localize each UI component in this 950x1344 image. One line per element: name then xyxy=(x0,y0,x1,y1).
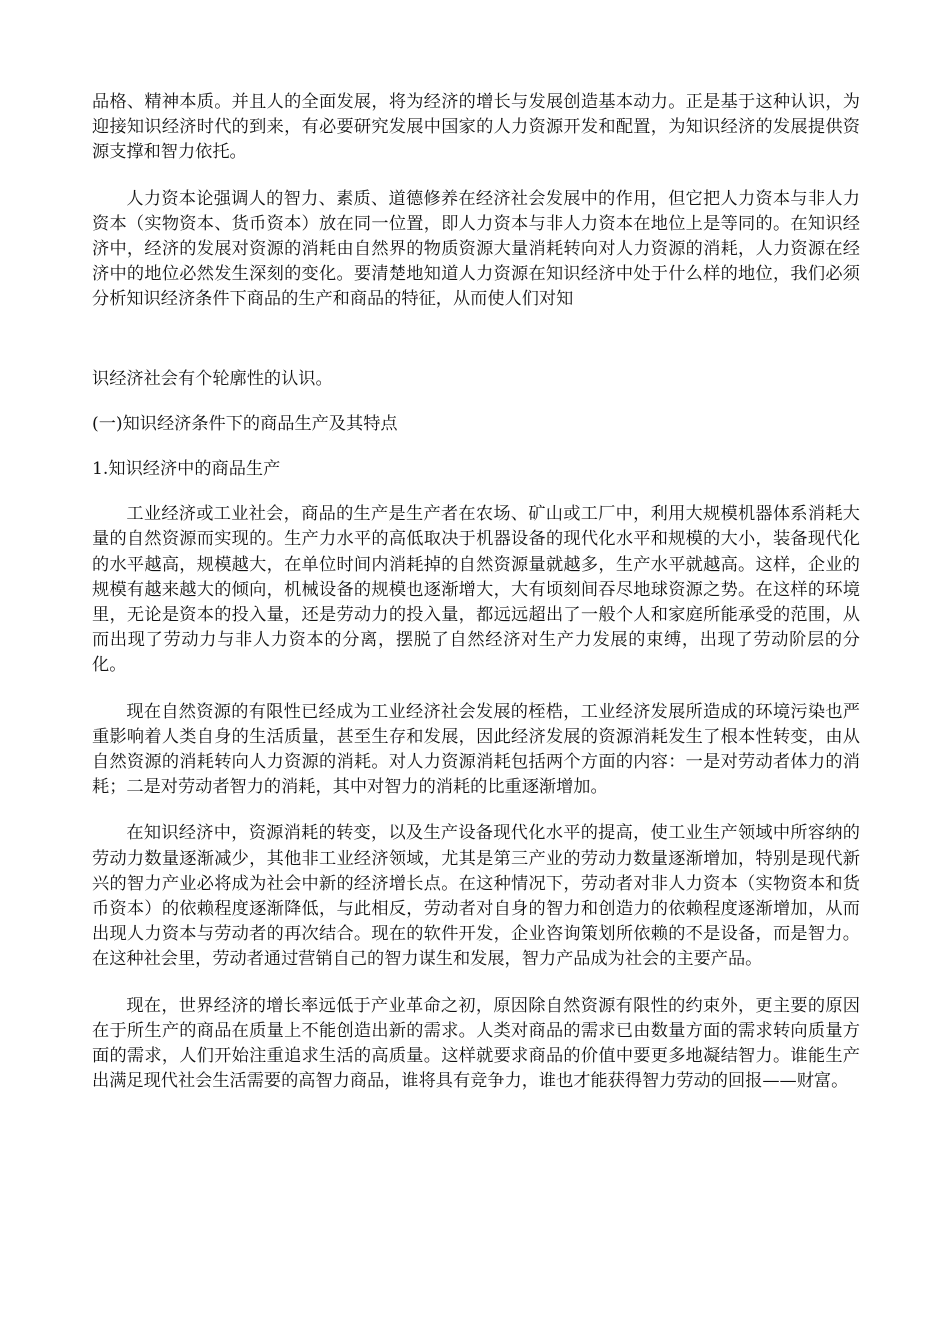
paragraph-knowledge-economy: 在知识经济中，资源消耗的转变，以及生产设备现代化水平的提高，使工业生产领域中所容纳的劳动力数量逐渐减少，其他非工业经济领域，尤其是第三产业的劳动力数量逐渐增加，特别是现代新兴的智力产业必将成为社会中新的经济增长点。在这种情况下，劳动者对非人力资本（实物资本和货币资本）的依赖程度逐渐降低，与此相反，劳动者对自身的智力和创造力的依赖程度逐渐增加，从而出现人力资本与劳动者的再次结合。现在的软件开发，企业咨询策划所依赖的不是设备，而是智力。在这种社会里，劳动者通过营销自己的智力谋生和发展，智力产品成为社会的主要产品。 xyxy=(92,823,860,970)
subsection-heading: 1.知识经济中的商品生产 xyxy=(92,459,281,480)
document-page xyxy=(92,90,860,1095)
paragraph-human-capital: 人力资本论强调人的智力、素质、道德修养在经济社会发展中的作用，但它把人力资本与非人力资本（实物资本、货币资本）放在同一位置，即人力资本与非人力资本在地位上是等同的。在知识经济中，经济的发展对资源的消耗由自然界的物质资源大量消耗转向对人力资源的消耗，人力资源在经济中的地位必然发生深刻的变化。要清楚地知道人力资源在知识经济中处于什么样的地位，我们必须分析知识经济条件下商品的生产和商品的特征，从而使人们对知 xyxy=(92,188,860,310)
paragraph-continuation: 品格、精神本质。并且人的全面发展，将为经济的增长与发展创造基本动力。正是基于这种认识，为迎接知识经济时代的到来，有必要研究发展中国家的人力资源开发和配置，为知识经济的发展提供资源支撑和智力依托。 xyxy=(92,92,860,163)
section-heading: (一)知识经济条件下的商品生产及其特点 xyxy=(92,413,398,434)
paragraph-natural-resources: 现在自然资源的有限性已经成为工业经济社会发展的桎梏，工业经济发展所造成的环境污染也严重影响着人类自身的生活质量，甚至生存和发展，因此经济发展的资源消耗发生了根本性转变，由从自然资源的消耗转向人力资源的消耗。对人力资源消耗包括两个方面的内容：一是对劳动者体力的消耗；二是对劳动者智力的消耗，其中对智力的消耗的比重逐渐增加。 xyxy=(92,701,860,798)
paragraph-world-economy: 现在，世界经济的增长率远低于产业革命之初，原因除自然资源有限性的约束外，更主要的原因在于所生产的商品在质量上不能创造出新的需求。人类对商品的需求已由数量方面的需求转向质量方面的需求，人们开始注重追求生活的高质量。这样就要求商品的价值中要更多地凝结智力。谁能生产出满足现代社会生活需要的高智力商品，谁将具有竞争力，谁也才能获得智力劳动的回报——财富。 xyxy=(92,995,860,1092)
paragraph-continuation-2: 识经济社会有个轮廓性的认识。 xyxy=(92,368,333,389)
paragraph-industrial-economy: 工业经济或工业社会，商品的生产是生产者在农场、矿山或工厂中，利用大规模机器体系消耗大量的自然资源而实现的。生产力水平的高低取决于机器设备的现代化水平和规模的大小，装备现代化的水平越高，规模越大，在单位时间内消耗掉的自然资源量就越多，生产水平就越高。这样，企业的规模有越来越大的倾向，机械设备的规模也逐渐增大，大有顷刻间吞尽地球资源之势。在这样的环境里，无论是资本的投入量，还是劳动力的投入量，都远远超出了一般个人和家庭所能承受的范围，从而出现了劳动力与非人力资本的分离，摆脱了自然经济对生产力发展的束缚，出现了劳动阶层的分化。 xyxy=(92,504,860,676)
